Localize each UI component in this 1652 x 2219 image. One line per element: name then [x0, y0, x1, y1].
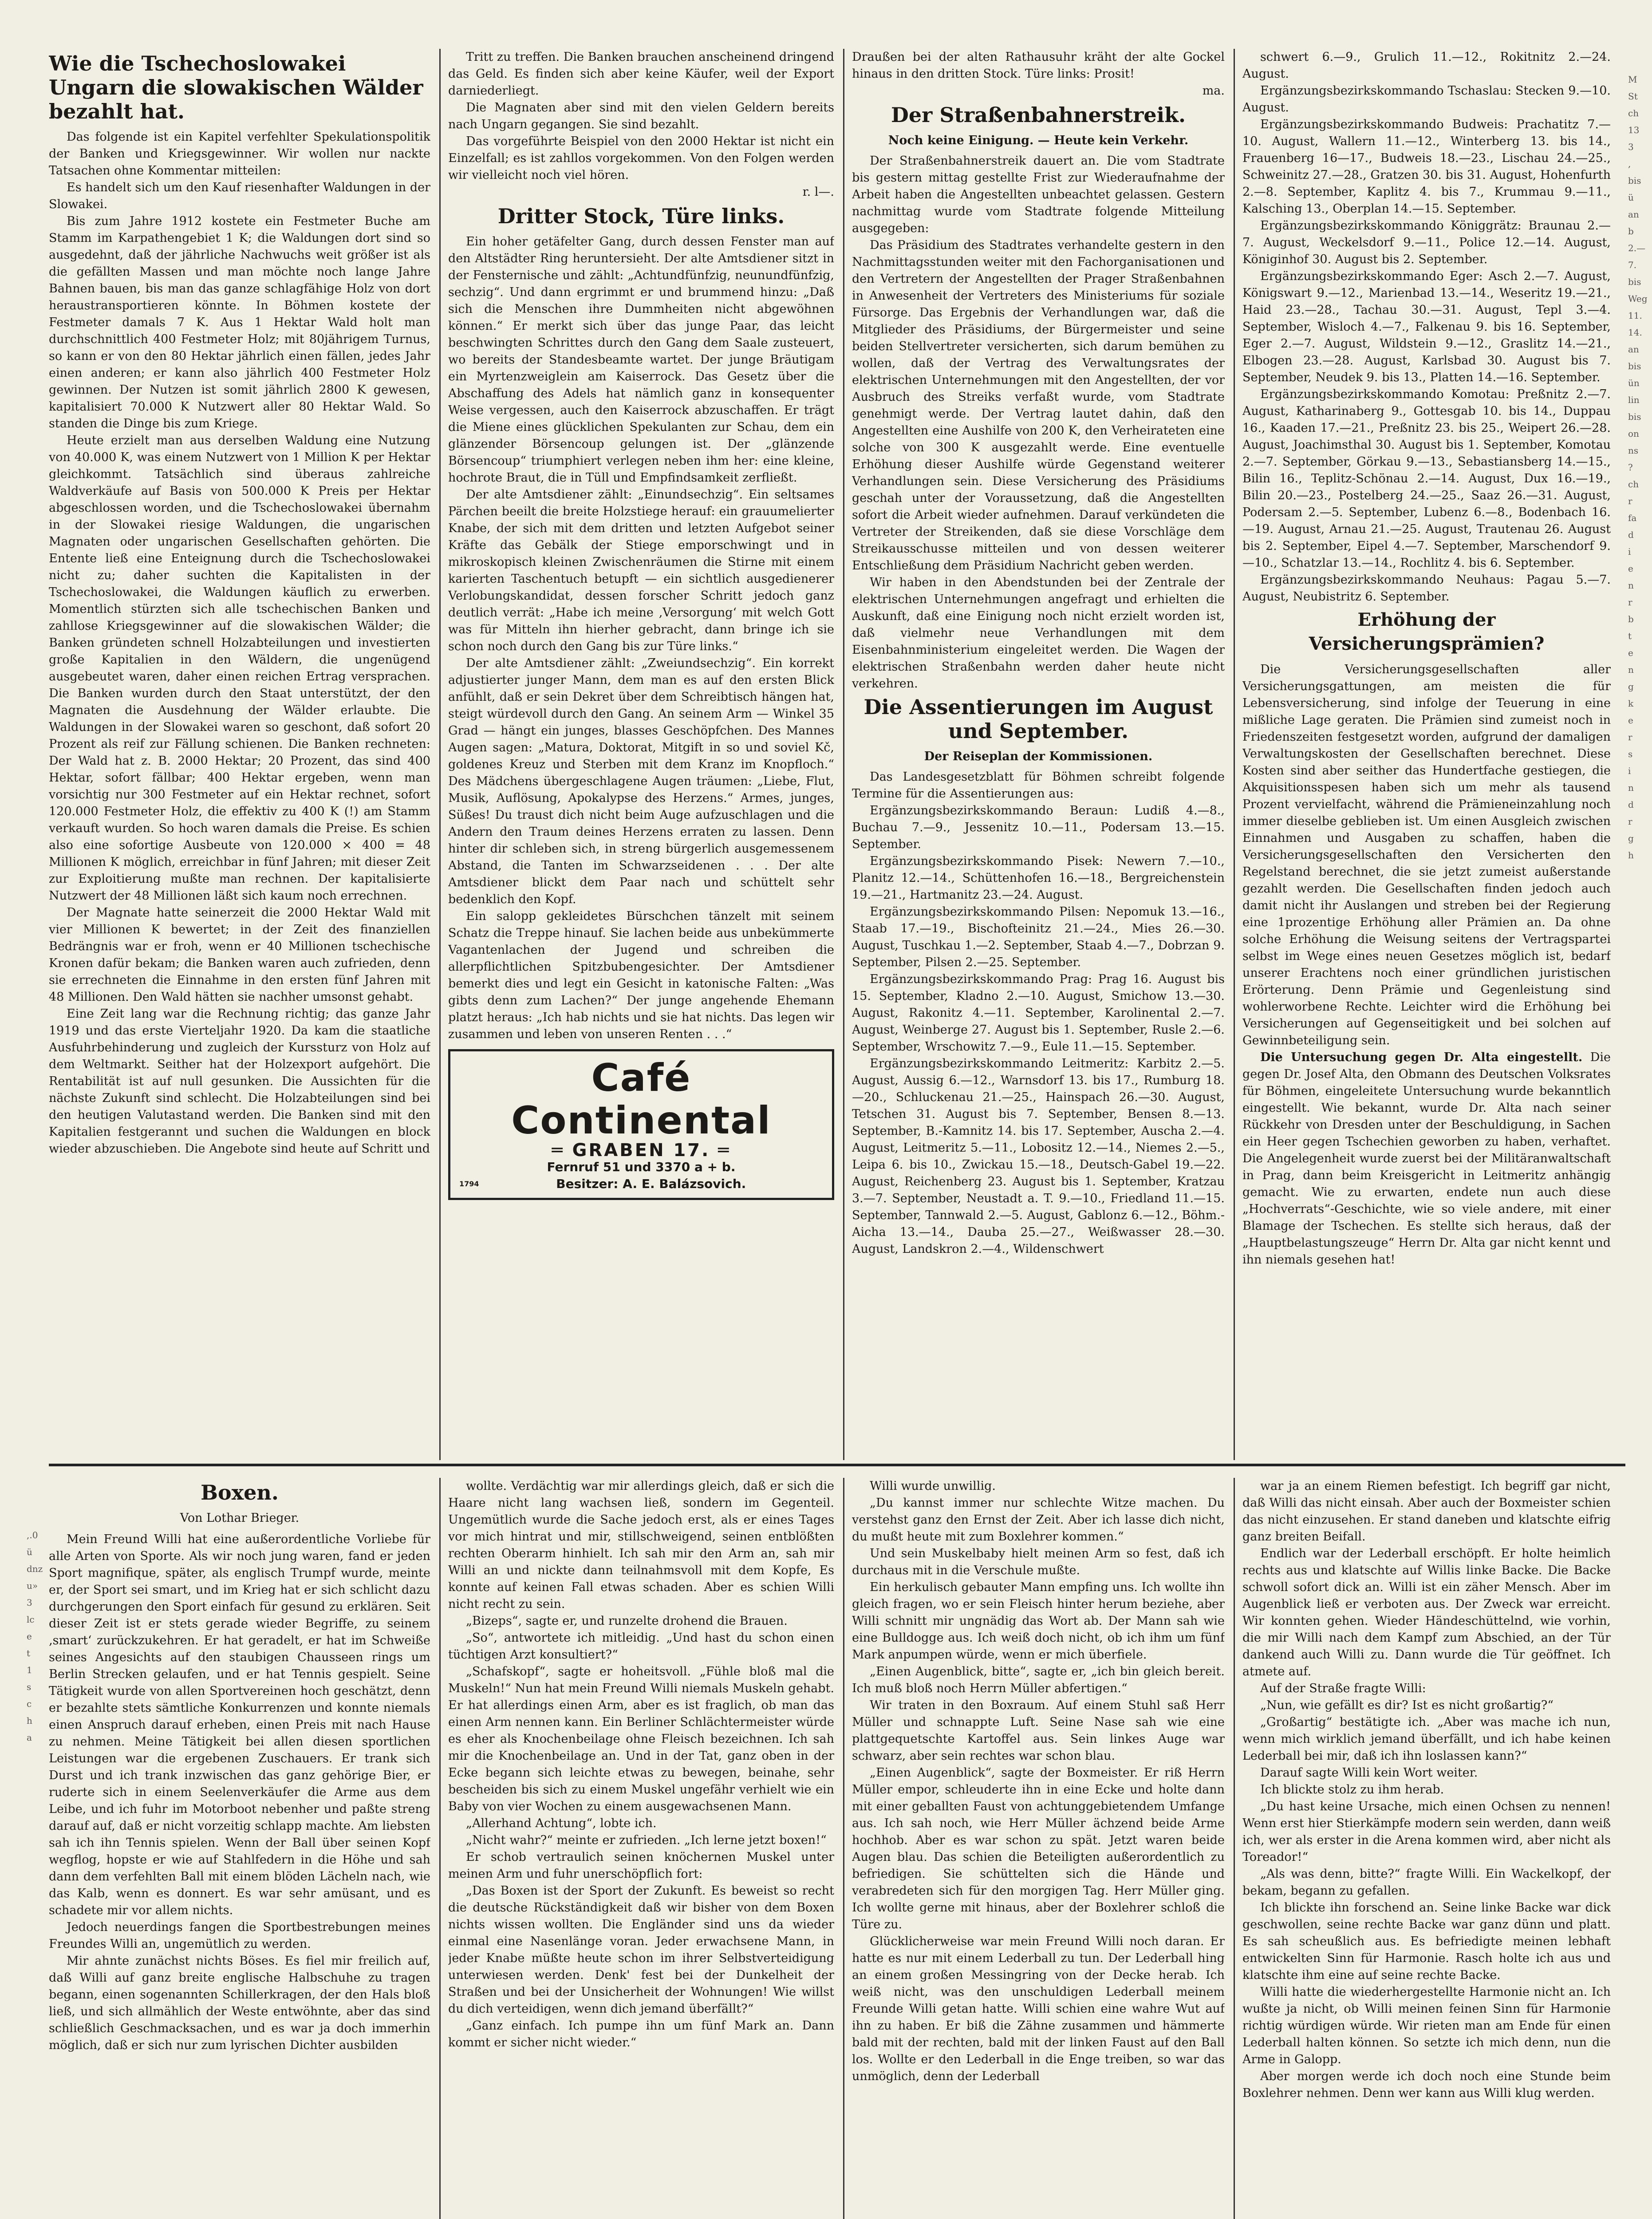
paragraph: Ergänzungsbezirkskommando Pisek: Newern 7.—10., Planitz 12.—14., Schüttenhofen 16.—18., Bergreichenstein 19.—21., Hartmanitz 23.—24. August. — [852, 854, 1225, 902]
edge-fragment: r — [1628, 732, 1632, 742]
edge-fragment: ün — [1628, 378, 1640, 388]
column-divider — [439, 1478, 441, 2219]
paragraph: „Bizeps“, sagte er, und runzelte drohend die Brauen. — [466, 1614, 788, 1628]
paragraph: Ergänzungsbezirkskommando Pilsen: Nepomuk 13.—16., Staab 17.—19., Bischofteinitz 21.—24., Mies 26.—30. August, Tuschkau 1.—2. September, Staab 4.—7., Dobrzan 9. September, Pilsen 2.—25. September. — [852, 905, 1225, 969]
paragraph: Ergänzungsbezirkskommando Beraun: Ludiß 4.—8., Buchau 7.—9., Jessenitz 10.—11., Podersam 13.—15. September. — [852, 804, 1225, 851]
column-divider — [843, 49, 844, 1460]
edge-fragment: e — [1628, 648, 1633, 658]
paragraph: Das vorgeführte Beispiel von den 2000 Hektar ist nicht ein Einzelfall; es ist zahllos vorgekommen. Von den Folgen werden wir vielleicht noch viel hören. — [448, 134, 834, 182]
paragraph: Das folgende ist ein Kapitel verfehlter Spekulationspolitik der Banken und Kriegsgewinner. Wir wollen nur nackte Tatsachen ohne Kommentar mitteilen: — [49, 130, 430, 178]
paragraph: Wir haben in den Abendstunden bei der Zentrale der elektrischen Unternehmungen angefragt und erhielten die Auskunft, daß eine Einigung noch nicht erzielt worden ist, daß vielmehr neue Verhandlungen mit dem Eisenbahnministerium eingeleitet werden. Die Wagen der elektrischen Straßenbahn werden daher heute nicht verkehren. — [852, 576, 1225, 691]
ad-phone: Fernruf 51 und 3370 a + b. — [547, 1160, 736, 1174]
edge-fragment: bis — [1628, 175, 1641, 186]
paragraph: „Nun, wie gefällt es dir? Ist es nicht großartig?“ — [1260, 1698, 1554, 1712]
paragraph: Heute erzielt man aus derselben Waldung eine Nutzung von 40.000 K, was einem Nutzwert von 1 Million K per Hektar gleichkommt. Tatsächlich sind überaus zahlreiche Waldverkäufe auf Basis von 500.000 K Preis per Hektar abgeschlossen worden, und die Tschechoslowakei übernahm in der Slowakei riesige Waldungen, die ungarischen Magnaten oder ungarischen Gesellschaften gehörten. Die Entente ließ eine Enteignung durch die Tschechoslowakei nicht zu; daher suchten die Kapitalisten in der Tschechoslowakei, die Waldungen käuflich zu erwerben. Momentlich stürzten sich alle tschechischen Banken und zahllose Kriegsgewinner auf die slowakischen Wälder; die Banken gründeten schnell Holzabteilungen und investierten große Kapitalien in den Wäldern, die ungenügend ausgebeutet waren, daher einen reichen Ertrag versprachen. Die Banken wurden durch den Staat unterstützt, der den Magnaten die Ausdehnung der Wälder erlaubte. Die Waldungen in der Slowakei waren so geschont, daß sofort 20 Prozent als reif zur Fällung schienen. Die Banken rechneten: Der Wald hat z. B. 2000 Hektar; 20 Prozent, das sind 400 Hektar, sofort fällbar; 400 Hektar ergeben, wenn man vorsichtig nur 300 Festmeter auf ein Hektar rechnet, sofort 120.000 Festmeter Holz, die effektiv zu 400 K (!) am Stamm verkauft wurden. So hoch waren damals die Preise. Es schien also eine sofortige Ausbeute von 120.000 × 400 = 48 Millionen K möglich, erreichbar in fünf Jahren; mit dieser Zeit zur Exploitierung mußte man rechnen. Der kapitalisierte Nutzwert der 48 Millionen läßt sich kaum noch errechnen. — [49, 434, 430, 903]
edge-fragment: r — [1628, 597, 1632, 608]
edge-fragment: h — [1628, 850, 1634, 861]
paragraph: Ich blickte stolz zu ihm herab. — [1260, 1783, 1444, 1797]
alta-article — [1242, 1049, 1611, 1268]
edge-fragment: an — [1628, 344, 1639, 355]
column-divider — [1234, 49, 1235, 1460]
paragraph: „So“, antwortete ich mitleidig. „Und hast du schon einen tüchtigen Arzt konsultiert?“ — [448, 1631, 834, 1662]
ad-address: ═ GRABEN 17. ═ — [552, 1140, 731, 1161]
paragraph: Willi hatte die wiederhergestellte Harmonie nicht an. Ich wußte ja nicht, ob Willi meinen feinen Sinn für Harmonie richtig würdigen würde. Wir rieten man am Ende für einen Lederball halten können. So setzte ich mich denn, nun die Arme in Galopp. — [1242, 1985, 1611, 2066]
column-divider — [1234, 1478, 1235, 2219]
edge-fragment: ch — [1628, 479, 1639, 490]
edge-fragment: i — [1628, 546, 1631, 557]
paragraph: Der alte Amtsdiener zählt: „Zweiundsechzig“. Ein korrekt adjustierter junger Mann, dem man es auf den ersten Blick anfühlt, daß er sein Dekret über dem Schreibtisch hängen hat, steigt würdevoll durch den Gang. An seinem Arm — Winkel 35 Grad — hängt ein junges, blasses Geschöpfchen. Des Mannes Augen sagen: „Matura, Doktorat, Mitgift in so und soviel Kč, goldenes Kreuz und Sterben mit dem Kranz im Knopfloch.“ Des Mädchens übergeschlagene Augen träumen: „Liebe, Flut, Musik, Auflösung, Apokalypse des Herzens.“ Armes, junges, Süßes! Du traust dich nicht beim Auge aufzuschlagen und die Andern den Traum deines Herzens erraten zu lassen. Denn hinter dir schleben sich, in streng bürgerlich ausgemessenem Abstand, die Tanten im Schwarzseidenen . . . Der alte Amtsdiener blickt dem Paar nach und schüttelt sehr bedenklich den Kopf. — [448, 656, 834, 906]
upper-section — [49, 49, 1625, 1460]
subheadline-strassenbahnerstreik: Noch keine Einigung. — Heute kein Verkehr. — [888, 134, 1189, 147]
left-edge-fragments — [27, 1527, 44, 2192]
edge-fragment: e — [1628, 715, 1633, 726]
edge-fragment: r — [1628, 496, 1632, 506]
headline-versicherungspraemien: Erhöhung der Versicherungsprämien? — [1309, 609, 1545, 654]
edge-fragment: n — [1628, 664, 1634, 675]
edge-fragment: d — [1628, 799, 1634, 810]
assentierungen-continuation — [1242, 49, 1611, 605]
boxen-text-1 — [49, 1531, 430, 2054]
author-boxen: Von Lothar Brieger. — [180, 1511, 300, 1525]
paragraph: „Einen Augenblick, bitte“, sagte er, „ich bin gleich bereit. Ich muß bloß noch Herrn Müller abfertigen.“ — [852, 1665, 1225, 1695]
article-body-tschechoslowakei — [49, 129, 430, 1157]
advertisement-cafe-continental — [448, 1049, 834, 1200]
paragraph: „Allerhand Achtung“, lobte ich. — [466, 1816, 657, 1830]
paragraph: Er schob vertraulich seinen knöchernen Muskel unter meinen Arm und fuhr unerschöpflich fort: — [448, 1850, 834, 1881]
edge-fragment: ,.0 ü — [27, 1530, 38, 1557]
paragraph: Ergänzungsbezirkskommando Tschaslau: Stecken 9.—10. August. — [1242, 84, 1611, 115]
edge-fragment: 3 — [27, 1597, 32, 1608]
feuilleton-section — [49, 1478, 1625, 2219]
edge-fragment: r — [1628, 816, 1632, 827]
headline-boxen: Boxen. — [201, 1481, 279, 1504]
edge-fragment: b — [1628, 614, 1634, 624]
paragraph: Aber morgen werde ich doch noch eine Stunde beim Boxlehrer nehmen. Denn wer kann aus Willi klug werden. — [1242, 2069, 1611, 2100]
paragraph: „Schafskopf“, sagte er hoheitsvoll. „Fühle bloß mal die Muskeln!“ Nun hat mein Freund Willi niemals Muskeln gehabt. Er hat allerdings einen Arm, aber es ist fraglich, ob man das einen Arm nennen kann. Ein Berliner Schlächtermeister würde es eher als Knochenbeilage ohne Fleisch bezeichnen. Ich sah mir die Knochenbeilage an. Und in der Tat, ganz oben in der Ecke begann sich leichte etwas zu bewegen, beinahe, sehr bescheiden bis sich zu einem Muskel ungefähr verhielt wie ein Baby von vier Wochen zu einem ausgewachsenen Mann. — [448, 1665, 834, 1813]
edge-fragment: h — [27, 1715, 32, 1726]
column-divider — [439, 49, 441, 1460]
headline-strassenbahnerstreik: Der Straßenbahnerstreik. — [891, 103, 1186, 127]
edge-fragment: 13 — [1628, 125, 1640, 135]
paragraph: Das Landesgesetzblatt für Böhmen schreibt folgende Termine für die Assentierungen aus: — [852, 770, 1225, 801]
paragraph: Bis zum Jahre 1912 kostete ein Festmeter Buche am Stamm im Karpathengebiet 1 K; die Waldungen dort sind so ausgedehnt, daß der jährliche Nachwuchs weit größer ist als die gefällten Massen und man möchte noch lange Jahre Bahnen bauen, bis man das ganze schlagfähige Holz von dort heraustransportieren könnte. In Böhmen kostete der Festmeter damals 7 K. Aus 1 Hektar Wald holt man durchschnittlich 400 Festmeter Holz; mit 80jährigem Turnus, so kann er von den 80 Hektar jährlich einen fällen, jedes Jahr einen anderen; er kann also jährlich 400 Festmeter Holz gewinnen. Der Nutzen ist somit jährlich 2800 K gewesen, kapitalisiert 70.000 K Nutzwert aller 80 Hektar Wald. So standen die Dinge bis zum Kriege. — [49, 214, 430, 430]
headline-alta: Die Untersuchung gegen Dr. Alta eingestellt. — [1260, 1050, 1583, 1064]
ad-owner-line — [455, 1176, 828, 1192]
edge-fragment: St — [1628, 91, 1638, 102]
paragraph: wollte. Verdächtig war mir allerdings gleich, daß er sich die Haare nicht lang wachsen ließ, sondern im Gegenteil. Ungemütlich wurde die Sache jedoch erst, als er eines Tages vor mich hintrat und mir, stillschweigend, seinen entblößten rechten Oberarm hinhielt. Ich sah mir den Arm an, sah mir Willi an und nickte dann teilnahmsvoll mit dem Kopfe, Es konnte auf keinen Fall etwas schaden. Aber es schien Willi nicht recht zu sein. — [448, 1479, 834, 1611]
paragraph: Ich blickte ihn forschend an. Seine linke Backe war dick geschwollen, seine rechte Backe war ganz dünn und platt. Es sah scheußlich aus. Es befriedigte meinen lebhaft entwickelten Sinn für Harmonie. Rasch holte ich aus und klatschte ihm eine auf seine rechte Backe. — [1242, 1901, 1611, 1982]
edge-fragment: lin — [1628, 395, 1640, 405]
paragraph: war ja an einem Riemen befestigt. Ich begriff gar nicht, daß Willi das nicht einsah. Aber auch der Boxmeister schien das nicht einzusehen. Er stand daneben und klatschte eifrig ganz breiten Beifall. — [1242, 1479, 1611, 1544]
column-dritter-stock — [448, 49, 834, 1460]
column-tschechoslowakei — [49, 49, 430, 1460]
paragraph: Mein Freund Willi hat eine außerordentliche Vorliebe für alle Arten von Sporte. Als wir noch jung waren, fand er jeden Sport magnifique, später, als englisch Trumpf wurde, meinte er, der Sport sei smart, und im Krieg hat er sich schlicht dazu durchgerungen den Sport einfach für gesund zu erklären. Seit dieser Zeit ist er stets gerade wieder Begriffe, zu seinem ‚smart‘ zurückzukehren. Er hat geradelt, er hat im Schweiße seines Angesichts auf den staubigen Chausseen rings um Berlin Strecken gelaufen, und er hat Tennis gespielt. Seine Tätigkeit wurde von allen Sportvereinen hoch geschätzt, denn er bezahlte stets sämtliche Konkurrenzen und konnte niemals einen Anspruch darauf erheben, einen Preis mit nach Hause zu nehmen. Meine Tätigkeit bei allen diesen sportlichen Leistungen war die ergebenen Zuschauers. Er trank sich Durst und ich trank inzwischen das ganz gehörige Bier, er ruderte sich in einem Seelenverkäufer die Arme aus dem Leibe, und ich fuhr im Motorboot nebenher und paßte streng darauf auf, daß er nicht vorzeitig schlapp machte. Am liebsten sah ich ihn Tennis spielen. Wenn der Ball über seinen Kopf wegflog, hopste er wie auf Stahlfedern in die Höhe und sah dann dem verfehlten Ball mit einem blöden Lächeln nach, wie das Kalb, wenn es donnert. Es war sehr amüsant, und es schadete mir vor allem nichts. — [49, 1532, 430, 1917]
paragraph: schwert 6.—9., Grulich 11.—12., Rokitnitz 2.—24. August. — [1242, 50, 1611, 81]
edge-fragment: 3 — [1628, 142, 1634, 152]
paragraph: „Ganz einfach. Ich pumpe ihn um fünf Mark an. Dann kommt er sicher nicht wieder.“ — [448, 2019, 834, 2049]
boxen-text-2 — [448, 1478, 834, 2051]
paragraph: Die Versicherungsgesellschaften aller Versicherungsgattungen, am meisten die für Lebensversicherung, sind infolge der Teuerung in eine mißliche Lage geraten. Die Prämien sind zumeist noch in Friedenszeiten festgesetzt worden, aufgrund der damaligen Verwaltungskosten der Gesellschaften berechnet. Diese Kosten sind aber seither das Hundertfache gestiegen, die Akquisitionsspesen haben sich um mehr als tausend Prozent vervielfacht, während die Prämieneinzahlung noch immer dieselbe geblieben ist. Um einen Ausgleich zwischen Einnahmen und Ausgaben zu schaffen, haben die Versicherungsgesellschaften den Versicherten den Regelstand berechnet, die sie jetzt zumeist außerstande gezahlt werden. Die Gesellschaften finden jedoch auch damit nicht ihr Auslangen und streben bei der Regierung eine 1prozentige Erhöhung aller Prämien an. Da ohne solche Erhöhung die Weisung seitens der Vertragspartei selbst im Wege eines neuen Gesetzes möglich ist, bedarf unserer Erachtens noch einer gründlichen juristischen Erörterung. Denn Prämie und Gegenleistung sind wohlerworbene Rechte. Leichter wird die Erhöhung bei Versicherungen auf Gegenseitigkeit und bei solchen auf Gewinnbeteiligung sein. — [1242, 663, 1611, 1047]
intro-sign: ma. — [1202, 84, 1225, 98]
edge-fragment: n — [1628, 580, 1634, 591]
edge-fragment: d — [1628, 529, 1634, 540]
edge-fragment: i — [1628, 766, 1631, 776]
edge-fragment: 7. — [1628, 260, 1637, 270]
paragraph: Die Magnaten aber sind mit den vielen Geldern bereits nach Ungarn gegangen. Sie sind bezahlt. — [448, 101, 834, 131]
edge-fragment: 11. — [1628, 310, 1642, 321]
paragraph: Ergänzungsbezirkskommando Budweis: Prachatitz 7.—10. August, Wallern 11.—12., Winterberg 13. bis 14., Frauenberg 16—17., Budweis 18.—23., Lischau 24.—25., Schweinitz 27.—28., Gratzen 30. bis 31. August, Hohenfurth 2.—8. September, Kaplitz 4. bis 7., Krummau 9.—11., Kalsching 13., Oberplan 14.—15. September. — [1242, 118, 1611, 216]
paragraph: „Großartig“ bestätigte ich. „Aber was mache ich nun, wenn mich wirklich jemand überfällt, und ich habe keinen Lederball bei mir, daß ich ihn loslassen kann?“ — [1242, 1715, 1611, 1763]
edge-fragment: t — [1628, 631, 1632, 641]
article-continuation — [448, 49, 834, 184]
paragraph: Mir ahnte zunächst nichts Böses. Es fiel mir freilich auf, daß Willi auf ganz breite englische Halbschuhe zu tragen begann, einen sogenannten Schillerkragen, der den Hals bloß ließ, und sich allmählich der Weste entwöhnte, aber das sind schließlich Geschmacksachen, und es war ja doch immerhin möglich, daß er sich nur zum lyrischen Dichter ausbilden — [49, 1954, 430, 2052]
paragraph: „Als was denn, bitte?“ fragte Willi. Ein Wackelkopf, der bekam, begann zu gefallen. — [1242, 1867, 1611, 1898]
edge-fragment: bis — [1628, 276, 1641, 287]
paragraph: Ergänzungsbezirkskommando Königgrätz: Braunau 2.—7. August, Weckelsdorf 9.—11., Police 12.—14. August, Königinhof 30. August bis 2. September. — [1242, 219, 1611, 266]
paragraph: „Das Boxen ist der Sport der Zukunft. Es beweist so recht die deutsche Rückständigkeit daß wir bisher von dem Boxen nichts wissen wollten. Die Engländer sind uns da wieder einmal eine Nasenlänge voran. Jeder erwachsene Mann, in jeder Knabe müßte heute schon im ihrer Selbstverteidigung unterwiesen werden. Denk' fest bei der Dunkelheit der Straßen und bei der Unsicherheit der Wohnungen! Wie willst du dich verteidigen, wenn dich jemand überfällt?“ — [448, 1884, 834, 2016]
paragraph: Ergänzungsbezirkskommando Eger: Asch 2.—7. August, Königswart 9.—12., Marienbad 13.—14., Weseritz 19.—21., Haid 23.—28., Tachau 30.—31. August, Tepl 3.—4. September, Wisloch 4.—7., Falkenau 9. bis 16. September, Eger 2.—7. August, Wildstein 9.—12., Graslitz 14.—21., Elbogen 23.—28. August, Karlsbad 30. August bis 7. September, Neudek 9. bis 13., Platten 14.—16. September. — [1242, 269, 1611, 384]
edge-fragment: ? — [1628, 462, 1633, 473]
boxen-column-4 — [1242, 1478, 1611, 2219]
edge-fragment: ü — [1628, 192, 1634, 203]
paragraph: Endlich war der Lederball erschöpft. Er holte heimlich rechts aus und klatschte auf Willis linke Backe. Die Backe schwoll sofort dick an. Willi ist ein zäher Mensch. Aber im Augenblick ließ er verboten aus. Der Zweck war erreicht. Wir konnten gehen. Wieder Händeschüttelnd, wie vorhin, die mir Willi nach dem Kampf zum Abschied, an der Tür dankend auch Willi zu. Dann wurde die Tür geöffnet. Ich atmete auf. — [1242, 1547, 1611, 1678]
paragraph: Ergänzungsbezirkskommando Neuhaus: Pagau 5.—7. August, Neubistritz 6. September. — [1242, 573, 1611, 604]
paragraph: „Einen Augenblick“, sagte der Boxmeister. Er riß Herrn Müller empor, schleuderte ihn in eine Ecke und holte dann mit einer geballten Faust von achtunggebietendem Umfange aus. Ich sah noch, wie Herr Müller ächzend beide Arme hochhob. Aber es war schon zu spät. Jetzt waren beide Augen blau. Das schien die Beteiligten außerordentlich zu befriedigen. Sie schüttelten sich die Hände und verabredeten sich für den morgigen Tag. Herr Müller ging. Ich wollte gerne mit hinaus, aber der Boxlehrer schloß die Türe zu. — [852, 1766, 1225, 1931]
paragraph: Willi wurde unwillig. — [870, 1479, 996, 1493]
intro-text: Draußen bei der alten Rathausuhr kräht der alte Gockel hinaus in den dritten Stock. Türe links: Prosit! — [852, 50, 1225, 81]
subheadline-assentierungen: Der Reiseplan der Kommissionen. — [924, 750, 1153, 763]
paragraph: Ein salopp gekleidetes Bürschchen tänzelt mit seinem Schatz die Treppe hinauf. Sie lachen beide aus unbekümmerte Vagantenlachen der Jugend und schreiben die allerpflichtlichen Spitzbubengesichter. Der Amtsdiener bemerkt dies und legt ein Gesicht in katonische Falten: „Was gibts denn zum Lachen?“ Der junge angehende Ehemann platzt heraus: „Ich hab nichts und sie hat nichts. Das legen wir zusammen und leben von unseren Renten . . .“ — [448, 909, 834, 1041]
edge-fragment: dnz — [27, 1564, 43, 1574]
edge-fragment: bis — [1628, 411, 1641, 422]
paragraph: Ergänzungsbezirkskommando Komotau: Preßnitz 2.—7. August, Katharinaberg 9., Gottesgab 10. bis 14., Duppau 16., Kaaden 17.—21., Preßnitz 23. bis 25., Weipert 26.—28. August, Joachimsthal 30. August bis 1. September, Komotau 2.—7. September, Görkau 9.—13., Sebastiansberg 14.—15., Bilin 16., Teplitz-Schönau 2.—14. August, Dux 16.—19., Bilin 20.—23., Postelberg 24.—25., Saaz 26.—31. August, Podersam 2.—5. September, Lubenz 6.—8., Bodenbach 16.—19. August, Arnau 21.—25. August, Trautenau 26. August bis 2. September, Eipel 4.—7. September, Marschendorf 9.—10., Schatzlar 13.—14., Rochlitz 4. bis 6. September. — [1242, 387, 1611, 570]
edge-fragment: Weg — [1628, 293, 1648, 304]
edge-fragment: on — [1628, 428, 1639, 439]
paragraph: Das Präsidium des Stadtrates verhandelte gestern in den Nachmittagsstunden weiter mit den Fachorganisationen und den Vertretern der Angestellten der Prager Straßenbahnen in Anwesenheit der Vertreters des Ministeriums für soziale Fürsorge. Das Ergebnis der Verhandlungen war, daß die Mitglieder des Präsidiums, der Bürgermeister und seine beiden Stellvertreter versicherten, sich darum bemühen zu wollen, daß der Vertrag des Verwaltungsrates der elektrischen Unternehmungen mit den Angestellten, der vor Ausbruch des Streiks verfaßt wurde, vom Stadtrate genehmigt werde. Der Vertrag lautet dahin, daß den Angestellten eine Aushilfe von 200 K, den Verheirateten eine solche von 300 K ausgezahlt werde. Eine eventuelle Erhöhung dieser Aushilfe würde Gegenstand weiterer Verhandlungen sein. Diese Versicherung des Präsidiums geschah unter der Voraussetzung, daß die Angestellten sofort die Arbeit wieder aufnehmen. Darauf verkündeten die Vertreter der Streikenden, daß sie diese Vorschläge dem Streikausschusse mitteilen und von dessen weiterer Entschließung dem Präsidium Nachricht geben werden. — [852, 238, 1225, 573]
paragraph: Tritt zu treffen. Die Banken brauchen anscheinend dringend das Geld. Es finden sich aber keine Käufer, weil der Export darniederliegt. — [448, 50, 834, 98]
alta-text: Die gegen Dr. Josef Alta, den Obmann des Deutschen Volksrates für Böhmen, eingeleitete Untersuchung wurde bekanntlich eingestellt. Wie bekannt, wurde Dr. Alta nach seiner Rückkehr von Dresden unter der Beschuldigung, in Sachen ein Heer gegen Tschechien geworben zu haben, verhaftet. Die Angelegenheit wurde zuerst bei der Militäranwaltschaft in Prag, dann beim Kreisgericht in Leitmeritz anhängig gemacht. Wie zu erwarten, endete nun auch diese „Hochverrats“-Geschichte, wie so viele andere, mit einer Blamage der Tschechen. Es stellte sich heraus, daß der „Hauptbelastungszeuge“ Herrn Dr. Alta gar nicht kennt und ihn niemals gesehen hat! — [1242, 1050, 1611, 1267]
column-versicherung — [1242, 49, 1611, 1460]
ad-cafe-name: Café Continental — [511, 1056, 771, 1143]
edge-fragment: a — [27, 1732, 32, 1743]
edge-fragment: g — [1628, 681, 1634, 692]
edge-fragment: 14. — [1628, 327, 1642, 338]
edge-fragment: n — [1628, 782, 1634, 793]
edge-fragment: 1 — [27, 1665, 32, 1675]
boxen-text-3 — [852, 1478, 1225, 2085]
paragraph: „Du kannst immer nur schlechte Witze machen. Du verstehst ganz den Ernst der Zeit. Aber ich lasse dich nicht, du mußt heute mit zum Boxlehrer kommen.“ — [852, 1496, 1225, 1544]
headline-assentierungen: Die Assentierungen im August und September. — [863, 695, 1213, 743]
edge-fragment: k — [1628, 698, 1634, 709]
author-sign: r. l—. — [802, 185, 834, 199]
paragraph: Ein herkulisch gebauter Mann empfing uns. Ich wollte ihn gleich fragen, wo er sein Fleisch hinter herum beziehe, aber Willi schnitt mir ungnädig das Wort ab. Der Mann sah wie eine Bulldogge aus. Ich weiß doch nicht, ob ich ihm um fünf Mark anpumpen würde, wenn er mich überfiele. — [852, 1580, 1225, 1662]
article-body-versicherungspraemien — [1242, 661, 1611, 1049]
article-body-dritter-stock — [448, 233, 834, 1043]
boxen-column-1 — [49, 1478, 430, 2219]
paragraph: „Nicht wahr?“ meinte er zufrieden. „Ich lerne jetzt boxen!“ — [466, 1833, 827, 1847]
right-edge-fragments — [1628, 71, 1648, 1447]
edge-fragment: u» — [27, 1580, 38, 1591]
paragraph: Ergänzungsbezirkskommando Prag: Prag 16. August bis 15. September, Kladno 2.—10. August, Smichow 13.—30. August, Rakonitz 4.—11. September, Karolinental 2.—7. August, Weinberge 27. August bis 1. September, Rusle 2.—6. September, Wrschowitz 7.—9., Eule 11.—15. September. — [852, 972, 1225, 1054]
headline-dritter-stock: Dritter Stock, Türe links. — [497, 204, 785, 228]
edge-fragment: ns — [1628, 445, 1639, 456]
edge-fragment: ch — [1628, 108, 1639, 118]
edge-fragment: s — [27, 1682, 32, 1692]
edge-fragment: , — [1628, 158, 1631, 169]
paragraph: Es handelt sich um den Kauf riesenhafter Waldungen in der Slowakei. — [49, 181, 430, 211]
section-divider — [49, 1464, 1625, 1466]
paragraph: Eine Zeit lang war die Rechnung richtig; das ganze Jahr 1919 und das erste Vierteljahr 1920. Da kam die staatliche Ausfuhrbehinderung und zugleich der Kurssturz von Holz auf dem Weltmarkt. Seither hat der Holzexport aufgehört. Die Rentabilität ist auf null gesunken. Die Aussichten für die nächste Zukunft sind schlecht. Die Holzabteilungen sind bei den heutigen Valutastand werden. Die Banken sind mit den Kapitalien festgerannt und suchen die Waldungen en block wieder abzuschieben. Die Angebote sind heute auf Schritt und — [49, 1007, 430, 1156]
paragraph: Und sein Muskelbaby hielt meinen Arm so fest, daß ich durchaus mit in die Verschule mußte. — [852, 1547, 1225, 1577]
edge-fragment: c — [27, 1698, 32, 1709]
boxen-column-3 — [852, 1478, 1225, 2219]
paragraph: Wir traten in den Boxraum. Auf einem Stuhl saß Herr Müller und schnappte Luft. Seine Nase sah wie eine plattgequetschte Kartoffel aus. Sein linkes Auge war schwarz, aber sein rechtes war schon blau. — [852, 1698, 1225, 1763]
edge-fragment: e — [27, 1631, 32, 1642]
column-divider — [843, 1478, 844, 2219]
edge-fragment: t — [27, 1648, 31, 1658]
ad-owner: Besitzer: A. E. Balázsovich. — [556, 1177, 746, 1191]
edge-fragment: g — [1628, 833, 1634, 844]
article-body-assentierungen — [852, 769, 1225, 1258]
column-strassenbahn — [852, 49, 1225, 1460]
paragraph: Jedoch neuerdings fangen die Sportbestrebungen meines Freundes Willi an, ungemütlich zu werden. — [49, 1920, 430, 1951]
paragraph: Der Magnate hatte seinerzeit die 2000 Hektar Wald mit vier Millionen K bewertet; in der Zeit des finanziellen Bedrängnis war er froh, wenn er 40 Millionen tschechische Kronen dafür bekam; die Banken waren auch zufrieden, denn sie errechneten die Einnahme in den ersten fünf Jahren mit 48 Millionen. Den Wald hätten sie nachher umsonst gehabt. — [49, 906, 430, 1004]
article-body-strassenbahnerstreik — [852, 153, 1225, 692]
edge-fragment: b — [1628, 226, 1634, 237]
paragraph: Ergänzungsbezirkskommando Leitmeritz: Karbitz 2.—5. August, Aussig 6.—12., Warnsdorf 13. bis 17., Rumburg 18.—20., Schluckenau 21.—25., Hainspach 26.—30. August, Tetschen 31. August bis 7. September, Bensen 8.—13. September, B.-Kamnitz 14. bis 17. September, Auscha 2.—4. August, Leitmeritz 5.—11., Lobositz 12.—14., Niemes 2.—5., Leipa 6. bis 10., Zwickau 15.—18., Deutsch-Gabel 19.—22. August, Reichenberg 23. August bis 1. September, Kratzau 3.—7. September, Neustadt a. T. 9.—10., Friedland 11.—15. September, Tannwald 2.—5. August, Gablonz 6.—12., Böhm.-Aicha 13.—14., Dauba 25.—27., Weißwasser 28.—30. August, Landskron 2.—4., Wildenschwert — [852, 1057, 1225, 1256]
edge-fragment: s — [1628, 749, 1633, 759]
ad-number: 1794 — [459, 1180, 479, 1188]
edge-fragment: 2.— — [1628, 243, 1646, 253]
paragraph: Ein hoher getäfelter Gang, durch dessen Fenster man auf den Altstädter Ring heruntersieht. Der alte Amtsdiener sitzt in der Fensternische und zählt: „Achtundfünfzig, neunundfünfzig, sechzig“. Und dann ergrimmt er und brummend hinzu: „Daß sich die Menschen ihre Dummheiten nicht abgewöhnen können.“ Er merkt sich über das junge Paar, das leicht beschwingten Schrittes durch den Gang dem Saale zusteuert, wo bereits der Standesbeamte wartet. Der junge Bräutigam ein Myrtenzweiglein am Kaiserrock. Das Gesetz über die Abschaffung des Adels hat nämlich ganz in konsequenter Weise vergessen, auch den Kaiserrock abzuschaffen. Er trägt die Miene eines glücklichen Spekulanten zur Schau, dem ein glänzender Börsencoup gelungen ist. Der „glänzende Börsencoup“ triumphiert verlegen neben ihm her: eine kleine, hochrote Braut, die in Tüll und Empfindsamkeit zerfließt. — [448, 235, 834, 485]
paragraph: Darauf sagte Willi kein Wort weiter. — [1260, 1766, 1478, 1780]
edge-fragment: e — [1628, 563, 1633, 574]
edge-fragment: an — [1628, 209, 1639, 220]
edge-fragment: bis — [1628, 361, 1641, 371]
paragraph: „Du hast keine Ursache, mich einen Ochsen zu nennen! Wenn erst hier Stierkämpfe modern sein werden, dann weiß ich, wer als erster in die Arena kommen wird, aber nicht als Toreador!“ — [1242, 1800, 1611, 1864]
headline-tschechoslowakei: Wie die Tschechoslowakei Ungarn die slowakischen Wälder bezahlt hat. — [49, 51, 423, 123]
paragraph: Auf der Straße fragte Willi: — [1260, 1682, 1426, 1695]
paragraph: Der Straßenbahnerstreik dauert an. Die vom Stadtrate bis gestern mittag gestellte Frist zur Wiederaufnahme der Arbeit haben die Angestellten unbeachtet gelassen. Gestern nachmittag wurde vom Stadtrate folgende Mitteilung ausgegeben: — [852, 154, 1225, 235]
edge-fragment: fa — [1628, 513, 1637, 523]
paragraph: Der alte Amtsdiener zählt: „Einundsechzig“. Ein seltsames Pärchen beeilt die breite Holzstiege herauf: ein grauumelierter Knabe, der sich mit dem dritten und letzten Aufgebot seiner Kräfte das Gebälk der Stiege emporschwingt und in mikroskopisch kleinen Zwischenräumen die Stirne mit einem karierten Taschentuch betupft — ein sichtlich ausgedienerer Verlobungskandidat, dessen forscher Schritt jedoch ganz deutlich verrät: „Habe ich meine ‚Versorgung‘ mit welch Gott was für Mitteln ihn hierher gebracht, dann bringe ich sie schon noch durch den Gang bis zur Türe links.“ — [448, 488, 834, 653]
paragraph: Glücklicherweise war mein Freund Willi noch daran. Er hatte es nur mit einem Lederball zu tun. Der Lederball hing an einem großen Messingring von der Decke herab. Ich weiß nicht, was den unschuldigen Lederball meinem Freunde Willi getan hatte. Willi schien eine wahre Wut auf ihn zu haben. Er biß die Zähne zusammen und hämmerte bald mit der rechten, bald mit der linken Faust auf den Ball los. Wollte er den Lederball in die Enge treiben, so war das unmöglich, denn der Lederball — [852, 1935, 1225, 2083]
boxen-text-4 — [1242, 1478, 1611, 2102]
edge-fragment: lc — [27, 1614, 35, 1625]
boxen-column-2 — [448, 1478, 834, 2219]
edge-fragment: M — [1628, 74, 1637, 85]
